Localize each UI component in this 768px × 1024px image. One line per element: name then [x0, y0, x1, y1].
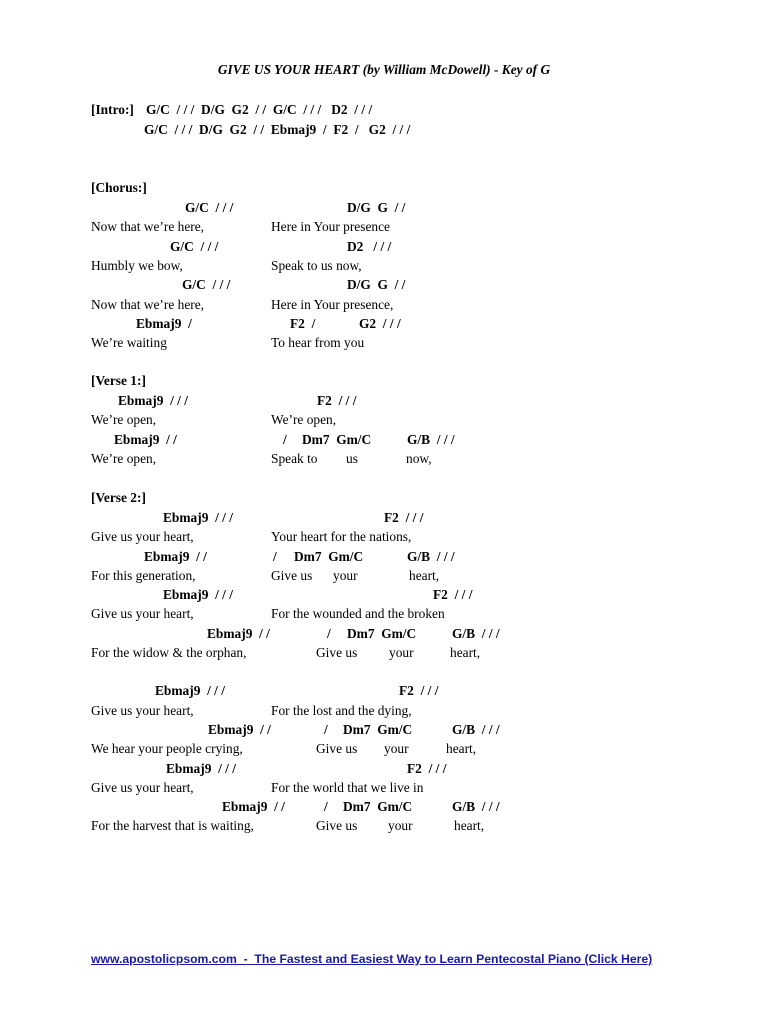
verse2-chord: F2 / / /	[399, 683, 439, 698]
verse2-lyric: For the lost and the dying,	[271, 703, 412, 718]
verse2-chord: G/B / / /	[452, 799, 500, 814]
verse2-chord: G/B / / /	[452, 626, 500, 641]
verse2-lyric: Give us your heart,	[91, 780, 194, 795]
chorus-chord: F2 /	[290, 316, 316, 331]
verse2-lyric: your	[389, 645, 414, 660]
chorus-chord: G2 / / /	[359, 316, 401, 331]
verse2-lyric: your	[388, 818, 413, 833]
verse2-lyric: Give us	[271, 568, 313, 583]
chorus-lyric: Now that we’re here,	[91, 219, 205, 234]
verse2-lyric: Give us	[316, 741, 358, 756]
verse2-lyric: Give us your heart,	[91, 703, 194, 718]
verse2-chord: Dm7 Gm/C	[294, 549, 364, 564]
verse1-lyric: We’re open,	[271, 412, 337, 427]
verse1-lyric: us	[346, 451, 358, 466]
verse2-lyric: heart,	[450, 645, 481, 660]
verse2-lyric: For the world that we live in	[271, 780, 424, 795]
verse2-lyric: Give us	[316, 645, 358, 660]
verse2-lyric: Give us	[316, 818, 358, 833]
verse2-chord: Ebmaj9 / /	[144, 549, 207, 564]
verse2-lyric: We hear your people crying,	[91, 741, 243, 756]
verse2-chord: /	[324, 799, 328, 814]
verse1-chord: G/B / / /	[407, 432, 455, 447]
chorus-lyric: Speak to us now,	[271, 258, 362, 273]
verse2-lyric: your	[333, 568, 358, 583]
promo-link[interactable]: www.apostolicpsom.com - The Fastest and Easiest Way to Learn Pentecostal Piano (Click Here)	[91, 952, 653, 966]
chorus-chord: G/C / / /	[182, 277, 231, 292]
chorus-chord: D2 / / /	[347, 239, 392, 254]
verse2-chord: Ebmaj9 / / /	[163, 510, 233, 525]
verse2-chord: Dm7 Gm/C	[347, 626, 417, 641]
song-title: GIVE US YOUR HEART (by William McDowell) - Key of G	[217, 62, 551, 77]
verse2-chord: Ebmaj9 / / /	[163, 587, 233, 602]
verse2-lyric: For the wounded and the broken	[271, 606, 445, 621]
verse1-chord: Ebmaj9 / /	[114, 432, 177, 447]
chorus-lyric: Humbly we bow,	[91, 258, 183, 273]
verse2-chord: Ebmaj9 / /	[222, 799, 285, 814]
chorus-lyric: Here in Your presence	[271, 219, 390, 234]
chorus-lyric: We’re waiting	[91, 335, 167, 350]
verse1-chord: Dm7 Gm/C	[302, 432, 372, 447]
verse2-chord: Ebmaj9 / / /	[155, 683, 225, 698]
chorus-chord: Ebmaj9 /	[136, 316, 192, 331]
chorus-lyric: To hear from you	[271, 335, 365, 350]
verse1-chord: /	[283, 432, 287, 447]
chorus-chord: D/G G / /	[347, 200, 406, 215]
verse2-lyric: For the widow & the orphan,	[91, 645, 247, 660]
verse2-chord: Ebmaj9 / / /	[166, 761, 236, 776]
verse2-chord: F2 / / /	[407, 761, 447, 776]
verse2-lyric: Your heart for the nations,	[271, 529, 412, 544]
chorus-chord: G/C / / /	[170, 239, 219, 254]
verse2-chord: F2 / / /	[433, 587, 473, 602]
verse1-lyric: now,	[406, 451, 432, 466]
verse2-chord: /	[324, 722, 328, 737]
verse2-chord: /	[273, 549, 277, 564]
verse-1-label: [Verse 1:]	[91, 373, 146, 388]
chorus-chord: G/C / / /	[185, 200, 234, 215]
verse2-lyric: For the harvest that is waiting,	[91, 818, 254, 833]
verse2-lyric: Give us your heart,	[91, 606, 194, 621]
chorus-lyric: Here in Your presence,	[271, 297, 394, 312]
verse2-lyric: For this generation,	[91, 568, 196, 583]
verse2-chord: Dm7 Gm/C	[343, 722, 413, 737]
verse2-chord: G/B / / /	[452, 722, 500, 737]
chorus-lyric: Now that we’re here,	[91, 297, 205, 312]
verse2-lyric: your	[384, 741, 409, 756]
verse1-lyric: We’re open,	[91, 451, 157, 466]
verse1-chord: F2 / / /	[317, 393, 357, 408]
verse2-chord: /	[327, 626, 331, 641]
verse-2-label: [Verse 2:]	[91, 490, 146, 505]
verse1-chord: Ebmaj9 / / /	[118, 393, 188, 408]
chorus-label: [Chorus:]	[91, 180, 147, 195]
verse2-chord: G/B / / /	[407, 549, 455, 564]
intro-chords-line-2: G/C / / / D/G G2 / / Ebmaj9 / F2 / G2 / / /	[144, 122, 411, 137]
verse2-lyric: heart,	[409, 568, 440, 583]
verse2-chord: Ebmaj9 / /	[207, 626, 270, 641]
intro-chords-line-1: G/C / / / D/G G2 / / G/C / / / D2 / / /	[146, 102, 373, 117]
verse1-lyric: We’re open,	[91, 412, 157, 427]
chorus-chord: D/G G / /	[347, 277, 406, 292]
verse2-lyric: heart,	[446, 741, 477, 756]
verse2-chord: Dm7 Gm/C	[343, 799, 413, 814]
intro-label: [Intro:]	[91, 102, 134, 117]
verse2-chord: F2 / / /	[384, 510, 424, 525]
verse2-lyric: Give us your heart,	[91, 529, 194, 544]
verse2-lyric: heart,	[454, 818, 485, 833]
verse2-chord: Ebmaj9 / /	[208, 722, 271, 737]
verse1-lyric: Speak to	[271, 451, 318, 466]
